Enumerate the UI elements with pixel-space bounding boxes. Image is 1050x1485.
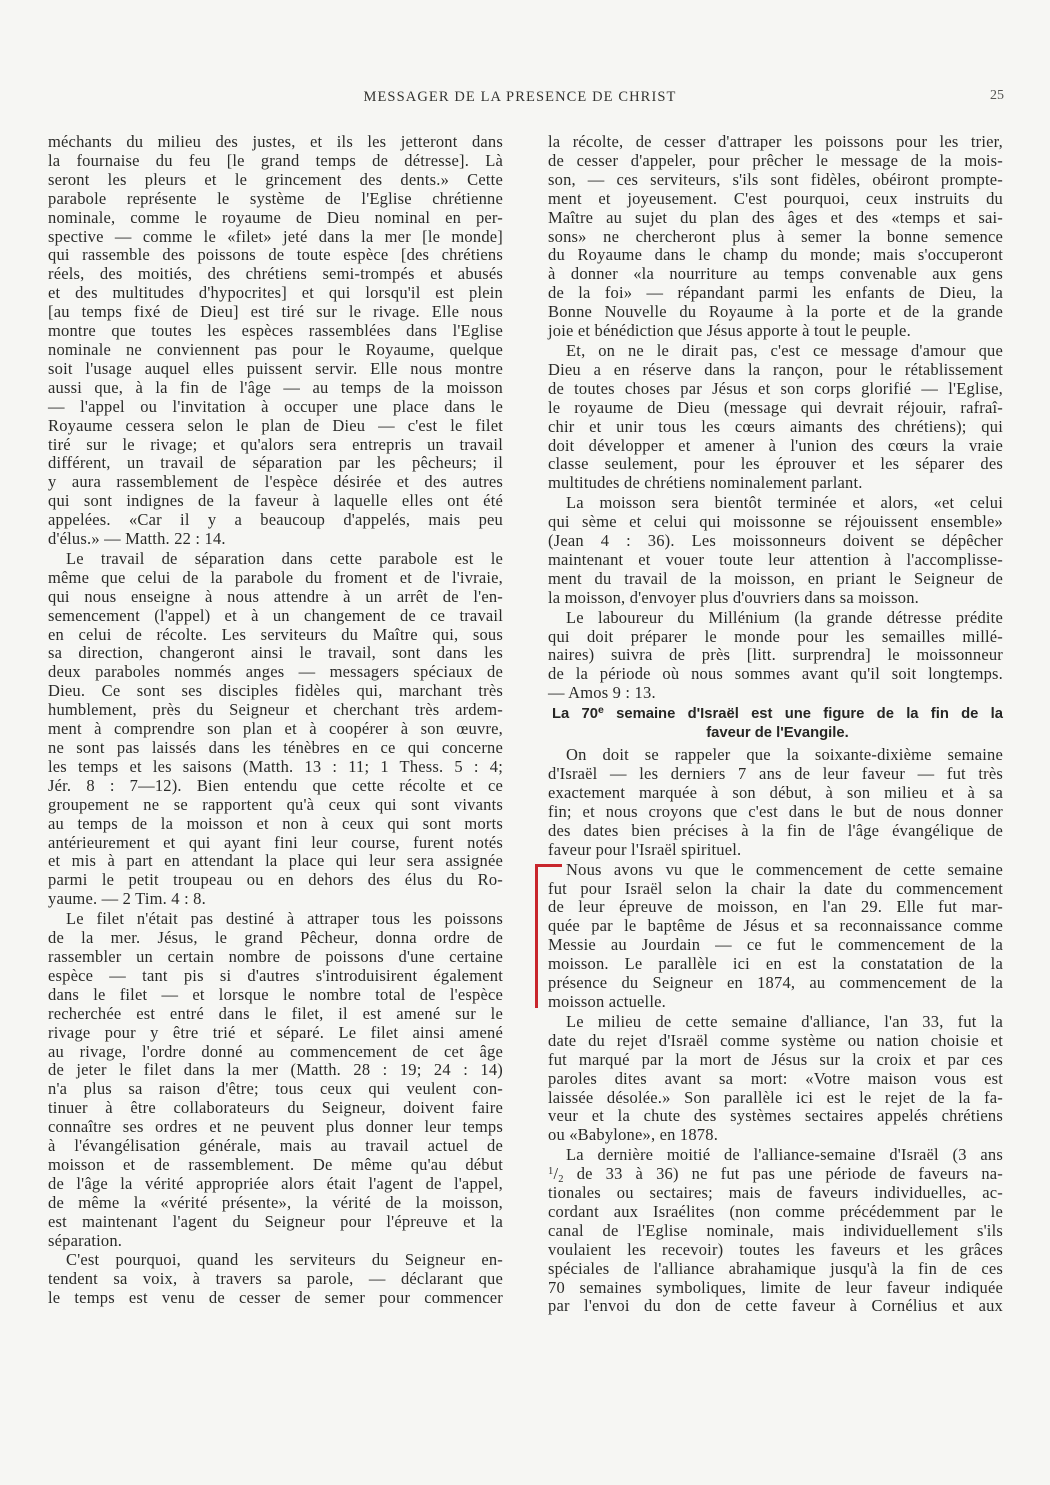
paragraph	[548, 861, 1003, 1012]
text-run: La 70	[552, 706, 598, 723]
text-line: rivage pour y être trié et séparé. Le filet ainsi amené	[48, 1022, 503, 1042]
paragraph	[48, 133, 503, 549]
text-line: tendent sa voix, à travers sa parole, — déclarant que	[48, 1269, 503, 1289]
paragraph	[48, 1251, 503, 1308]
text-line	[548, 1165, 1003, 1184]
text-line: doit développer et amener à l'union des cœurs la vraie	[548, 435, 1003, 455]
red-margin-bracket	[535, 864, 562, 1008]
text-line: présence du Seigneur en 1874, au commencement de la	[548, 973, 1003, 993]
text-run: semaine d'Israël est une figure de la fin de la	[603, 706, 1003, 723]
text-line: par l'envoi du don de cette faveur à Cornélius et aux	[548, 1296, 1003, 1316]
text-line: d'élus.» — Matth. 22 : 14.	[48, 529, 226, 549]
text-line: Le filet n'était pas destiné à attraper tous les poissons	[66, 909, 503, 929]
text-line: appelées. «Car il y a beaucoup d'appelés, mais peu	[48, 510, 503, 530]
text-line: Dieu. Ce sont ses disciples fidèles qui, marchant très	[48, 681, 503, 701]
text-line: des dates bien précises à la fin de l'âge évangélique de	[548, 820, 1003, 840]
text-line: de la période où nous sommes avant qu'il soit longtemps.	[548, 664, 1003, 684]
text-line: La dernière moitié de l'alliance-semaine d'Israël (3 ans	[566, 1145, 1003, 1165]
text-line: et mis à part en attendant la place qui leur sera assignée	[48, 851, 503, 871]
text-line: nominale, comme le royaume de Dieu nominal en per-	[48, 207, 503, 227]
text-line: naires) suivra de près [litt. surprendra] le moissonneur	[548, 645, 1003, 665]
text-line: paroles dites avant sa mort: «Votre maison vous est	[548, 1068, 1003, 1088]
text-line: groupement ne se rapportent qu'à ceux qui sont vivants	[48, 794, 503, 814]
text-line: d'Israël — les derniers 7 ans de leur faveur — fut très	[548, 764, 1003, 784]
text-line: de l'âge la vérité appropriée alors était l'agent de l'appel,	[48, 1173, 503, 1193]
text-line: recherchée est entré dans le filet, il est amené sur le	[48, 1003, 503, 1023]
text-line: différent, un travail de séparation par les pêcheurs; il	[48, 453, 503, 473]
text-line: chir et unir tous les cœurs aimants des chrétiens); qui	[548, 416, 1003, 436]
text-line: montre que toutes les espèces rassemblées dans l'Eglise	[48, 321, 503, 341]
text-line: espèce — tant pis si d'autres s'introduisirent également	[48, 965, 503, 985]
text-run: de 33 à 36) ne fut pas une période de faveurs na-	[563, 1164, 1003, 1184]
text-line: humblement, près du Seigneur et cherchant très ardem-	[48, 700, 503, 720]
superscript: e	[598, 704, 604, 717]
text-line: spéciales de l'alliance abrahamique jusqu'à la fin de ces	[548, 1258, 1003, 1278]
text-line: le royaume de Dieu (message qui devrait réjouir, rafraî-	[548, 397, 1003, 417]
text-line: qui nous enseigne à nous attendre à un arrêt de l'en-	[48, 586, 503, 606]
paragraph	[548, 1146, 1003, 1316]
text-line: à donner «la nourriture au temps convenable aux gens	[548, 264, 1003, 284]
text-line: faveur pour l'Israël spirituel.	[548, 839, 742, 859]
section-heading	[552, 705, 1003, 742]
text-line: La moisson sera bientôt terminée et alors, «et celui	[566, 493, 1003, 513]
text-line: [au temps fixé de Dieu] est tiré sur le rivage. Elle nous	[48, 302, 503, 322]
text-line: Dieu a en réserve dans la rançon, pour le rétablissement	[548, 359, 1003, 379]
text-line: au temps de la moisson et non à ceux qui sont morts	[48, 813, 503, 833]
text-line: faveur de l'Evangile.	[706, 724, 849, 741]
text-line: rassembler un certain nombre de poissons d'une certaine	[48, 946, 503, 966]
text-line: tionales ou sectaires; mais de faveurs individuelles, ac-	[548, 1183, 1003, 1203]
text-line: moisson et de rassemblement. De même qu'au début	[48, 1154, 503, 1174]
text-line: sons» ne chercheront plus à semer la bonne semence	[548, 226, 1003, 246]
paragraph	[548, 746, 1003, 859]
text-line: laissée désolée.» Son parallèle ici est le rejet de la fa-	[548, 1087, 1003, 1107]
text-line: — l'appel ou l'invitation à occuper une place dans le	[48, 396, 503, 416]
text-line: méchants du milieu des justes, et ils les jetteront dans	[48, 132, 503, 151]
text-line: dans le filet — et lorsque le nombre total de l'espèce	[48, 984, 503, 1004]
text-line: semencement (l'appel) et à un changement de ce travail	[48, 605, 503, 625]
paragraph	[548, 342, 1003, 493]
text-line: Messie au Jourdain — ce fut le commencement de la	[548, 935, 1003, 955]
text-line: ment et joyeusement. C'est pourquoi, ceux instruits du	[548, 188, 1003, 208]
text-line: cordant aux Israélites (non comme précédemment par le	[548, 1201, 1003, 1221]
right-column	[548, 133, 1003, 1317]
text-line: joie et bénédiction que Jésus apporte à tout le peuple.	[548, 321, 911, 341]
text-line: Royaume cessera selon le plan de Dieu — c'est le filet	[48, 415, 503, 435]
text-line: moisson actuelle.	[548, 991, 666, 1011]
text-line: 70 semaines symboliques, limite de leur faveur indiquée	[548, 1277, 1003, 1297]
text-line	[552, 705, 1003, 724]
text-line: antérieurement et qui ayant fini leur course, furent notés	[48, 832, 503, 852]
text-line: moisson. Le parallèle ici en est la constatation de la	[548, 954, 1003, 974]
text-line: Et, on ne le dirait pas, c'est ce message d'amour que	[566, 340, 1003, 360]
text-line: multitudes de chrétiens nominalement parlant.	[548, 473, 863, 493]
text-line: son, — ces serviteurs, s'ils sont fidèles, obéiront prompte-	[548, 169, 1003, 189]
text-line: quée par le baptême de Jésus et sa reconnaissance comme	[548, 916, 1003, 936]
text-line: ne sont pas laissés dans les ténèbres en ce qui concerne	[48, 738, 503, 757]
text-line: soit l'usage auquel elles puissent servir. Elle nous montre	[48, 358, 503, 378]
text-line: fut pour Israël selon la chair la date du commencement	[548, 878, 1003, 898]
text-line: Bonne Nouvelle du Royaume à la porte et de la grande	[548, 302, 1003, 322]
text-line: date du rejet d'Israël comme système ou nation choisie et	[548, 1030, 1003, 1050]
text-line: qui doit préparer le monde pour les semailles millé-	[548, 626, 1003, 646]
text-line: nominale ne conviennent pas pour le Royaume, quelque	[48, 339, 503, 359]
text-line: de la mer. Jésus, le grand Pêcheur, donna ordre de	[48, 928, 503, 948]
text-line: — Amos 9 : 13.	[548, 683, 656, 703]
text-line: la moisson, d'envoyer plus d'ouvriers dans sa moisson.	[548, 587, 920, 607]
text-line: Jér. 8 : 7—12). Bien entendu que cette récolte et ce	[48, 775, 503, 795]
text-line: Le laboureur du Millénium (la grande détresse prédite	[566, 607, 1003, 627]
text-line: veur et la chute des systèmes sectaires appelés chrétiens	[548, 1106, 1003, 1126]
text-line: de jeter le filet dans la mer (Matth. 28 : 19; 24 : 14)	[48, 1060, 503, 1080]
text-line: de même la «vérité présente», la vérité de la moisson,	[48, 1192, 503, 1212]
text-line: C'est pourquoi, quand les serviteurs du Seigneur en-	[66, 1250, 503, 1270]
text-line: qui rassemble des poissons de toute espèce [des chrétiens	[48, 245, 503, 265]
text-line: n'a plus sa raison d'être; tous ceux qui veulent con-	[48, 1079, 503, 1099]
text-line: (Jean 4 : 36). Les moissonneurs doivent se dépêcher	[548, 531, 1003, 551]
superscript: 1	[548, 1166, 554, 1178]
text-run: /	[553, 1164, 559, 1184]
text-line: classe seulement, pour les éprouver et les séparer des	[548, 454, 1003, 474]
text-line: voulaient les recevoir) toutes les faveurs et les grâces	[548, 1239, 1003, 1259]
paragraph	[48, 910, 503, 1250]
text-line: qui sont indignes de la faveur à laquelle elles ont été	[48, 491, 503, 511]
left-column	[48, 133, 503, 1309]
text-line: et des multitudes d'hypocrites] et qui lorsqu'il est plein	[48, 283, 503, 303]
text-line: exactement marquée à son début, à son milieu et à sa	[548, 783, 1003, 802]
text-line: réels, des moitiés, des chrétiens semi-trompés et abusés	[48, 264, 503, 284]
text-line: de cesser d'appeler, pour prêcher le message de la mois-	[548, 150, 1003, 170]
text-line: canal de l'Eglise nominale, mais individuellement s'ils	[548, 1220, 1003, 1240]
text-line: ment à comprendre son plan et à coopérer à son œuvre,	[48, 719, 503, 739]
text-line: la fournaise du feu [le grand temps de détresse]. Là	[48, 150, 503, 170]
text-line: parmi le petit troupeau ou en dehors des élus du Ro-	[48, 870, 503, 890]
text-line: fut marqué par la mort de Jésus sur la croix et par ces	[548, 1049, 1003, 1069]
text-line: Maître au sujet du plan des âges et des «temps et sai-	[548, 207, 1003, 227]
text-line: de la foi» — répandant parmi les enfants de Dieu, la	[548, 283, 1003, 303]
text-line: fin; et nous croyons que c'est dans le but de nous donner	[548, 801, 1003, 821]
text-line: Nous avons vu que le commencement de cette semaine	[566, 859, 1003, 879]
text-line: y aura rassemblement de l'espèce désirée et des autres	[48, 472, 503, 492]
text-line: qui sème et celui qui moissonne se réjouissent ensemble»	[548, 512, 1003, 532]
text-line: deux paraboles nommés anges — messagers spéciaux de	[48, 662, 503, 682]
paragraph	[548, 1013, 1003, 1145]
subscript: 2	[558, 1174, 564, 1186]
text-line: du Royaume dans le champ du monde; mais s'occuperont	[548, 245, 1003, 265]
text-line: la récolte, de cesser d'attraper les poissons pour les trier,	[548, 132, 1003, 151]
paragraph	[548, 133, 1003, 341]
paragraph	[548, 609, 1003, 704]
text-line: parabole représente le système de l'Eglise chrétienne	[48, 188, 503, 208]
page-number: 25	[990, 88, 1004, 103]
text-line: en celui de récolte. Les serviteurs du Maître qui, sous	[48, 624, 503, 644]
text-line: tiré sur le rivage; et qu'alors sera entrepris un travail	[48, 434, 503, 454]
text-line: est maintenant l'agent du Seigneur pour l'épreuve et la	[48, 1211, 503, 1231]
text-line: le temps est venu de cesser de semer pour commencer	[48, 1288, 503, 1308]
text-line: tinuer à être collaborateurs du Seigneur, doivent faire	[48, 1098, 503, 1118]
paragraph	[548, 494, 1003, 607]
text-line: ou «Babylone», en 1878.	[548, 1125, 719, 1145]
text-line: Le travail de séparation dans cette parabole est le	[66, 548, 503, 568]
text-line: séparation.	[48, 1230, 123, 1250]
text-line: à l'évangélisation générale, mais au travail actuel de	[48, 1136, 503, 1156]
text-line: ment du travail de la moisson, en priant le Seigneur de	[548, 568, 1003, 588]
text-line: Le milieu de cette semaine d'alliance, l'an 33, fut la	[566, 1011, 1003, 1031]
text-line: les temps et les saisons (Matth. 13 : 11; 1 Thess. 5 : 4;	[48, 756, 503, 776]
text-line: On doit se rappeler que la soixante-dixième semaine	[566, 745, 1003, 765]
text-line: sa direction, changeront ainsi le travail, sont dans les	[48, 643, 503, 663]
text-line: yaume. — 2 Tim. 4 : 8.	[48, 889, 206, 909]
text-line: de toutes choses par Jésus et son corps glorifié — l'Eglise,	[548, 378, 1003, 398]
text-line: maintenant et vouer toute leur attention à l'accomplisse-	[548, 549, 1003, 569]
text-line: aussi que, à la fin de l'âge — au temps de la moisson	[48, 377, 503, 397]
paragraph	[48, 550, 503, 909]
text-line: spective — comme le «filet» jeté dans la mer [le monde]	[48, 226, 503, 246]
text-line: connaître ses ordres et ne peuvent plus donner leur temps	[48, 1117, 503, 1137]
running-title: MESSAGER DE LA PRESENCE DE CHRIST	[363, 89, 677, 105]
text-line: même que celui de la parabole du froment et de l'ivraie,	[48, 567, 503, 587]
text-line: de leur épreuve de moisson, en l'an 29. Elle fut mar-	[548, 897, 1003, 917]
text-line: seront les pleurs et le grincement des dents.» Cette	[48, 169, 503, 189]
text-line: au rivage, l'ordre donné au commencement de cet âge	[48, 1041, 503, 1061]
